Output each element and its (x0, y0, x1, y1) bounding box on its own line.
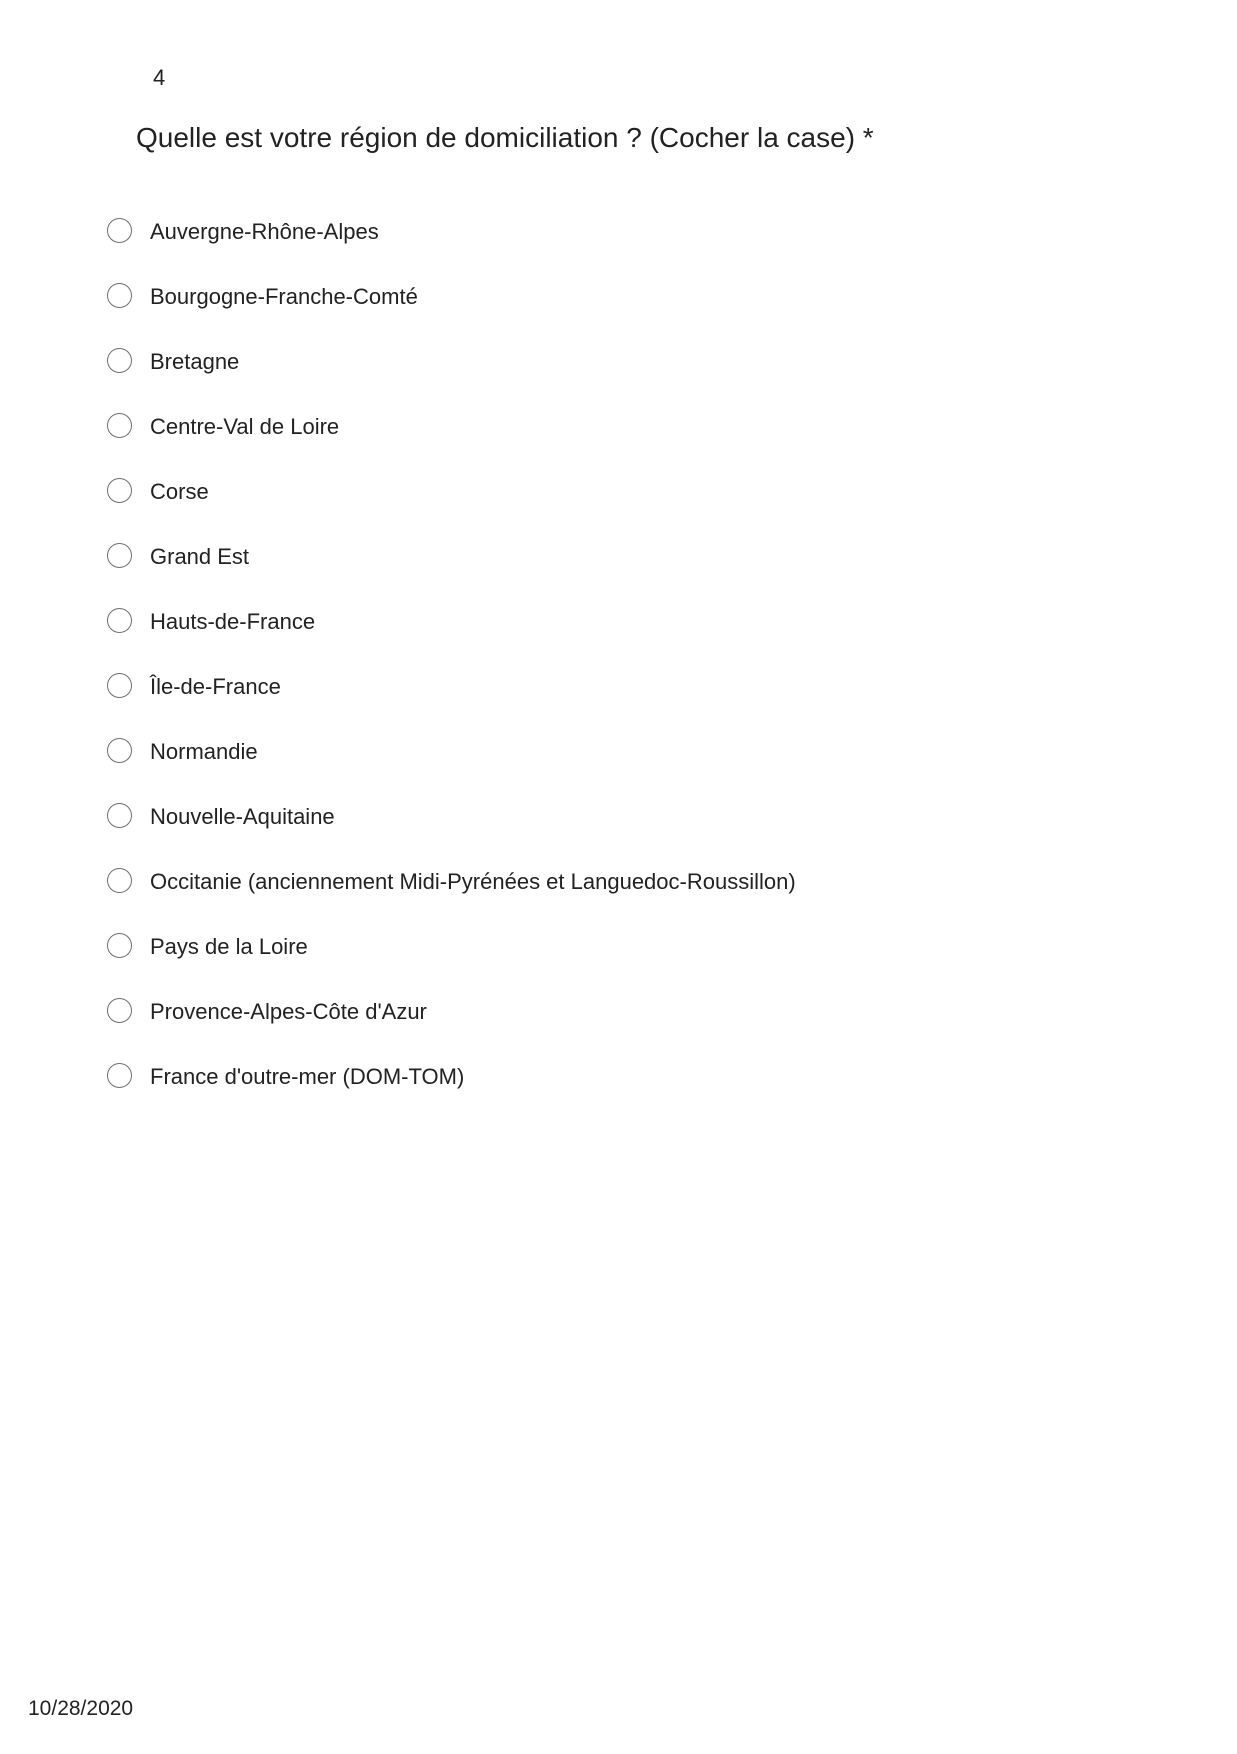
radio-button-icon[interactable] (107, 998, 132, 1023)
radio-button-icon[interactable] (107, 803, 132, 828)
option-label: Île-de-France (150, 674, 281, 699)
radio-button-icon[interactable] (107, 543, 132, 568)
option-label: Hauts-de-France (150, 609, 316, 634)
option-label: Bourgogne-Franche-Comté (150, 284, 418, 309)
radio-button-icon[interactable] (107, 413, 132, 438)
radio-button-icon[interactable] (107, 348, 132, 373)
radio-button-icon[interactable] (107, 1063, 132, 1088)
radio-button-icon[interactable] (107, 673, 132, 698)
radio-button-icon[interactable] (107, 933, 132, 958)
footer-date: 10/28/2020 (28, 1697, 134, 1720)
radio-button-icon[interactable] (107, 478, 132, 503)
option-label: Nouvelle-Aquitaine (150, 804, 335, 829)
question-title: Quelle est votre région de domiciliation ? (Cocher la case) * (136, 122, 874, 153)
radio-button-icon[interactable] (107, 738, 132, 763)
option-label: Occitanie (anciennement Midi-Pyrénées et Languedoc-Roussillon) (150, 869, 796, 894)
question-number: 4 (153, 65, 166, 90)
option-label: Grand Est (150, 544, 250, 569)
option-label: Bretagne (150, 349, 240, 374)
radio-button-icon[interactable] (107, 868, 132, 893)
radio-button-icon[interactable] (107, 283, 132, 308)
option-label: Centre-Val de Loire (150, 414, 340, 439)
option-label: Pays de la Loire (150, 934, 308, 959)
option-label: Corse (150, 479, 209, 504)
radio-button-icon[interactable] (107, 218, 132, 243)
option-label: Normandie (150, 739, 258, 764)
option-label: Auvergne-Rhône-Alpes (150, 219, 379, 244)
radio-button-icon[interactable] (107, 608, 132, 633)
option-label: France d'outre-mer (DOM-TOM) (150, 1064, 465, 1089)
option-label: Provence-Alpes-Côte d'Azur (150, 999, 427, 1024)
